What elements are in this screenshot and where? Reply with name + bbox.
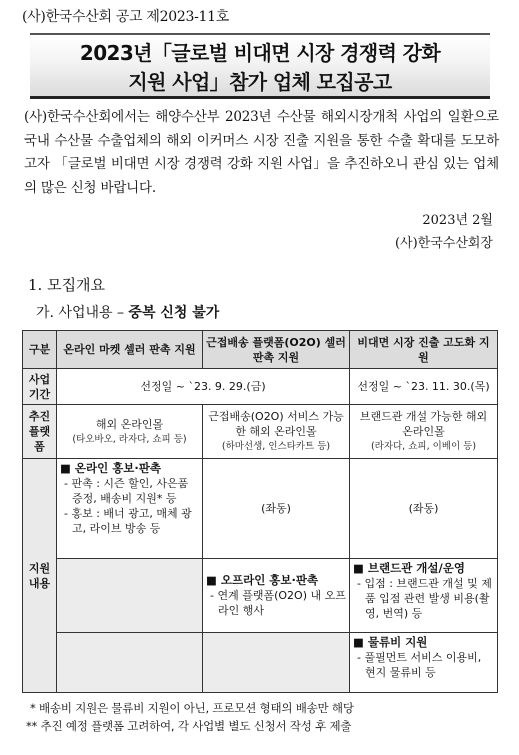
logistics-item: - 풀필먼트 서비스 이용비, 현지 물류비 등 [357,651,482,679]
header-online-market: 온라인 마켓 셀러 판촉 지원 [57,331,203,369]
support-online [57,459,203,559]
program-table [22,330,498,693]
header-advanced: 비대면 시장 진출 고도화 지원 [350,331,498,369]
support-offline [203,559,350,633]
support-brand [350,559,498,633]
notice-number: (사)한국수산회 공고 제2023-11호 [22,9,229,25]
offline-promo-title: ■ 오프라인 홍보·판촉 [206,573,319,587]
row-label-platform: 추진플랫폼 [23,405,57,459]
platform-col1-sub: (타오바오, 라자다, 쇼피 등) [72,433,187,445]
subsection-heading [36,302,219,322]
title-line-2: 지원 사업」참가 업체 모집공고 [128,70,392,94]
support-advanced-same: (좌동) [350,459,498,559]
support-o2o-empty [203,633,350,693]
footnote-1: * 배송비 지원은 물류비 지원이 아닌, 프로모션 형태의 배송만 해당 [30,701,354,715]
platform-col3-sub: (라자다, 쇼피, 이베이 등) [370,441,477,452]
support-online-empty-2 [57,633,203,693]
logistics-title: ■ 물류비 지원 [353,635,428,649]
header-o2o: 근접배송 플랫폼(O2O) 셀러 판촉 지원 [203,331,350,369]
period-col3: 선정일 ~ `23. 11. 30.(목) [350,369,498,405]
support-online-empty-1 [57,559,203,633]
offline-promo-item: - 연계 플랫폼(O2O) 내 오프라인 행사 [210,589,346,617]
platform-col1-main: 해외 온라인몰 [95,417,164,431]
platform-col2-sub: (하마선생, 인스타카트 등) [221,441,331,452]
support-logistics [350,633,498,693]
platform-col2 [203,405,350,459]
brand-store-item: - 입점 : 브랜드관 개설 및 제품 입점 관련 발생 비용(촬영, 번역) 등 [357,577,492,620]
title-line-1: 2023년「글로벌 비대면 시장 경쟁력 강화 [79,41,441,65]
platform-col2-main: 근접배송(O2O) 서비스 가능한 해외 온라인몰 [208,410,344,438]
support-o2o-same: (좌동) [203,459,350,559]
footnote-2: ** 추진 예정 플랫폼 고려하여, 각 사업별 별도 신청서 작성 후 제출 [26,719,352,733]
platform-col3 [350,405,498,459]
online-promo-title: ■ 온라인 홍보·판촉 [60,461,162,475]
row-label-support: 지원내용 [23,459,57,693]
section-heading: 1. 모집개요 [28,276,106,294]
announcement-date: 2023년 2월 [422,213,493,228]
header-gubun: 구분 [23,331,57,369]
online-promo-item-2: - 홍보 : 배너 광고, 매체 광고, 라이브 방송 등 [64,507,192,535]
intro-paragraph: (사)한국수산회에서는 해양수산부 2023년 수산물 해외시장개척 사업의 일환으로 국내 수산물 수출업체의 해외 이커머스 시장 진출 지원을 통한 수출 확대를 도모하고자 「글로벌 비대면 시장 경쟁력 강화 지원 사업」을 추진하오니 관심 있는 업체의 많은 신청 바랍니다. [24,109,499,196]
platform-col3-main: 브랜드관 개설 가능한 해외 온라인몰 [359,410,488,438]
period-col12: 선정일 ~ `23. 9. 29.(금) [57,369,350,405]
subsection-prefix: 가. 사업내용 – [36,305,129,321]
online-promo-item-1: - 판촉 : 시즌 할인, 사은품 증정, 배송비 지원* 등 [64,477,189,505]
subsection-emphasis: 중복 신청 불가 [128,305,220,321]
brand-store-title: ■ 브랜드관 개설/운영 [353,561,465,575]
platform-col1 [57,405,203,459]
organization-signature: (사)한국수산회장 [394,236,493,251]
row-label-period: 사업기간 [23,369,57,405]
title-banner [30,33,490,99]
